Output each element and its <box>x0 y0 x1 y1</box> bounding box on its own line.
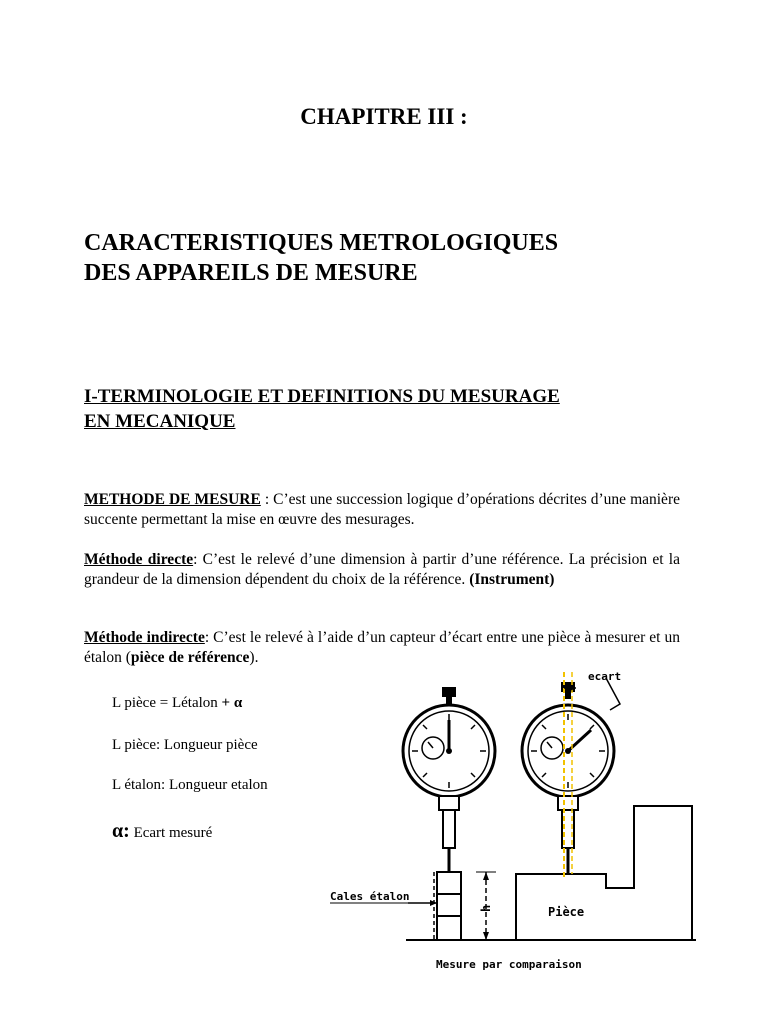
piece-reference-note: pièce de référence <box>130 649 250 666</box>
figure-caption: Mesure par comparaison <box>436 958 582 971</box>
formula-alpha <box>112 820 212 843</box>
title-line-1: CARACTERISTIQUES METROLOGIQUES <box>84 230 559 256</box>
title-line-2: DES APPAREILS DE MESURE <box>84 260 418 286</box>
formula-l-piece <box>112 737 258 754</box>
formula-main <box>112 695 242 712</box>
definition-end: ). <box>249 649 259 666</box>
paragraph-methode-mesure <box>84 490 680 530</box>
term-methode-indirecte: Méthode indirecte <box>84 629 205 646</box>
instrument-note: (Instrument) <box>469 571 555 588</box>
label-ecart: ecart <box>588 670 622 683</box>
l-etalon-meaning: Longueur etalon <box>165 777 268 793</box>
definition-methode-mesure: : C’est une succession logique d’opérations décrites d’une manière succente permettant la mise en œuvre des mesurages. <box>84 491 680 528</box>
term-methode-mesure: METHODE DE MESURE <box>84 491 261 508</box>
label-piece: Pièce <box>548 905 585 919</box>
label-h: h <box>479 904 493 912</box>
alpha-symbol: α: <box>112 820 130 842</box>
document-title <box>84 228 704 288</box>
left-knob <box>442 687 456 697</box>
section-heading <box>84 384 684 434</box>
term-methode-directe: Méthode directe <box>84 551 194 568</box>
workpiece-outline <box>516 806 692 940</box>
section-line-1: I-TERMINOLOGIE ET DEFINITIONS DU MESURAGE <box>84 386 560 407</box>
comparison-measurement-figure <box>306 658 706 978</box>
l-piece-meaning: Longueur pièce <box>160 737 258 753</box>
definition-methode-directe: : C’est le relevé d’une dimension à partir d’une référence. La précision et la grandeur de la dimension dépendent du choix de la référence. <box>84 551 680 588</box>
gauge-block-stack <box>434 872 461 940</box>
chapter-heading: CHAPITRE III : <box>300 104 468 129</box>
section-line-2: EN MECANIQUE <box>84 411 236 432</box>
left-dial-indicator <box>403 687 495 872</box>
formula-l-etalon <box>112 777 268 794</box>
l-etalon-symbol: L étalon: <box>112 777 166 793</box>
paragraph-methode-directe <box>84 550 680 590</box>
right-dial-indicator <box>522 682 614 874</box>
alpha-meaning: Ecart mesuré <box>129 825 213 841</box>
formula-sub: étalon <box>181 695 218 711</box>
definition-methode-indirecte: : C’est le relevé à l’aide d’un capteur d’écart entre une pièce à mesurer et un étalon ( <box>84 629 681 666</box>
l-piece-symbol: L pièce: <box>112 737 161 753</box>
label-cales-etalon: Cales étalon <box>330 890 410 903</box>
formula-right: + α <box>217 695 243 711</box>
formula-left: L pièce = L <box>112 695 182 711</box>
